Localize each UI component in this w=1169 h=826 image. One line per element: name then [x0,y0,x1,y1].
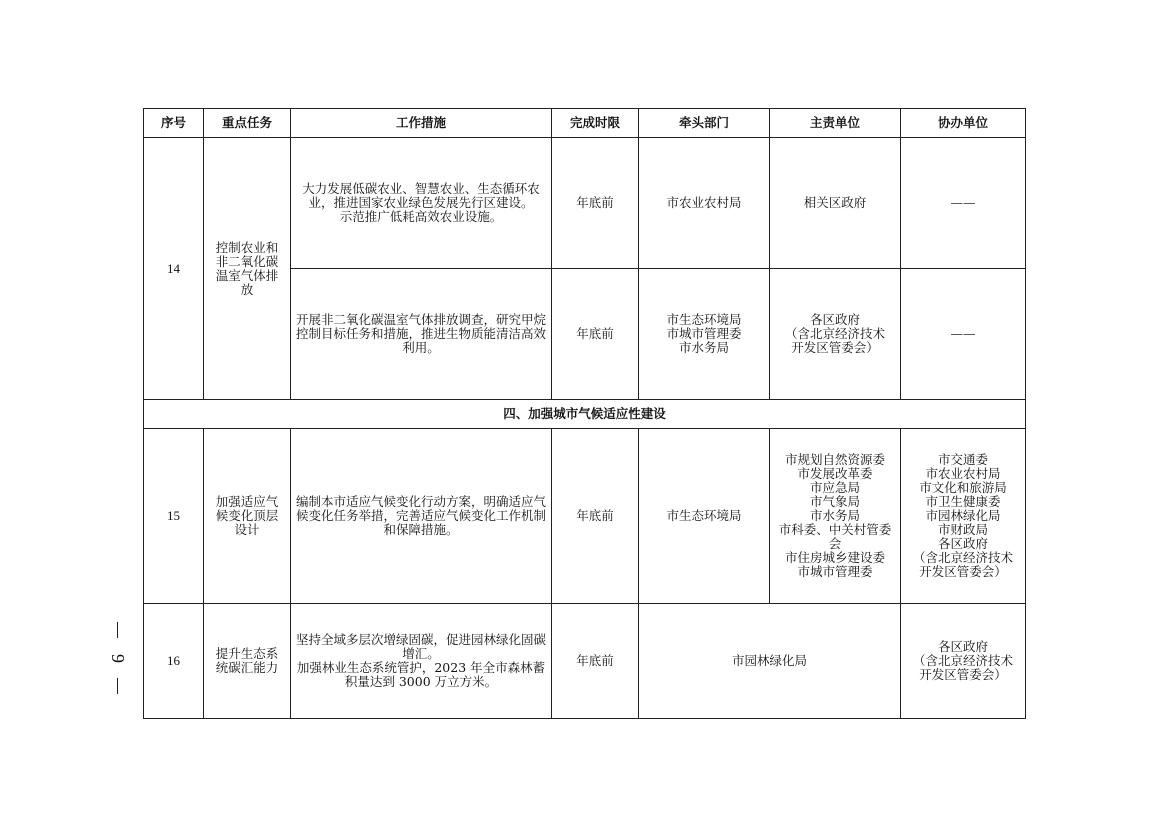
lead-text: 市农业农村局 [666,195,742,210]
table-row [144,604,1026,719]
measure-cell [291,429,552,604]
responsible-cell [770,429,901,604]
task-cell [204,429,291,604]
measure-cell [291,138,552,269]
section-row [144,400,1026,429]
lead-text: 市生态环境局 市城市管理委 市水务局 [666,312,742,355]
header-assist: 协办单位 [901,109,1026,138]
assist-text: 各区政府 （含北京经济技术 开发区管委会） [912,639,1013,682]
deadline-cell: 年底前 [552,604,639,719]
responsible-cell [770,269,901,400]
assist-cell: —— [901,138,1026,269]
lead-responsible-cell: 市园林绿化局 [639,604,901,719]
page-number-dash-top [117,622,118,638]
task-text: 控制农业和 非二氧化碳 温室气体排 放 [215,239,279,297]
table-header-row [144,109,1026,138]
deadline-cell: 年底前 [552,429,639,604]
measure-text: 大力发展低碳农业、智慧农业、生态循环农业，推进国家农业绿色发展先行区建设。 示范推广低耗高效农业设施。 [302,181,540,224]
header-task: 重点任务 [204,109,291,138]
responsible-text: 相关区政府 [803,195,867,210]
assist-cell [901,429,1026,604]
measure-text: 坚持全域多层次增绿固碳，促进园林绿化固碳增汇。 加强林业生态系统管护，2023 年全市森林蓄积量达到 3000 万立方米。 [295,632,546,689]
table-row [144,138,1026,269]
deadline-cell: 年底前 [552,138,639,269]
assist-cell: —— [901,269,1026,400]
page-number-text: 9 [107,653,128,663]
task-text: 加强适应气 候变化顶层 设计 [215,494,279,537]
assist-text: 市交通委 市农业农村局 市文化和旅游局 市卫生健康委 市园林绿化局 市财政局 各区政府 （含北京经济技术 开发区管委会） [912,452,1013,579]
header-no: 序号 [144,109,204,138]
assist-cell [901,604,1026,719]
measure-text: 开展非二氧化碳温室气体排放调查，研究甲烷控制目标任务和措施，推进生物质能清洁高效利用。 [295,312,546,355]
header-deadline: 完成时限 [552,109,639,138]
task-text: 提升生态系 统碳汇能力 [215,646,279,675]
responsible-cell [770,138,901,269]
row-number: 15 [144,429,204,604]
lead-cell [639,269,770,400]
lead-cell [639,138,770,269]
header-lead: 牵头部门 [639,109,770,138]
table-row [144,429,1026,604]
lead-cell: 市生态环境局 [639,429,770,604]
responsible-text: 各区政府 （含北京经济技术 开发区管委会） [784,312,885,355]
task-cell [204,138,291,400]
measure-text: 编制本市适应气候变化行动方案，明确适应气候变化任务举措，完善适应气候变化工作机制和保障措施。 [295,494,546,537]
section-title: 四、加强城市气候适应性建设 [144,400,1026,429]
measure-cell [291,269,552,400]
page-number [103,622,131,694]
row-number: 14 [144,138,204,400]
task-table [143,108,1026,719]
header-responsible: 主责单位 [770,109,901,138]
row-number: 16 [144,604,204,719]
measure-cell [291,604,552,719]
responsible-text: 市规划自然资源委 市发展改革委 市应急局 市气象局 市水务局 市科委、中关村管委会 市住房城乡建设委 市城市管理委 [778,452,892,579]
task-cell [204,604,291,719]
deadline-cell: 年底前 [552,269,639,400]
page-number-dash-bottom [117,678,118,694]
header-measure: 工作措施 [291,109,552,138]
